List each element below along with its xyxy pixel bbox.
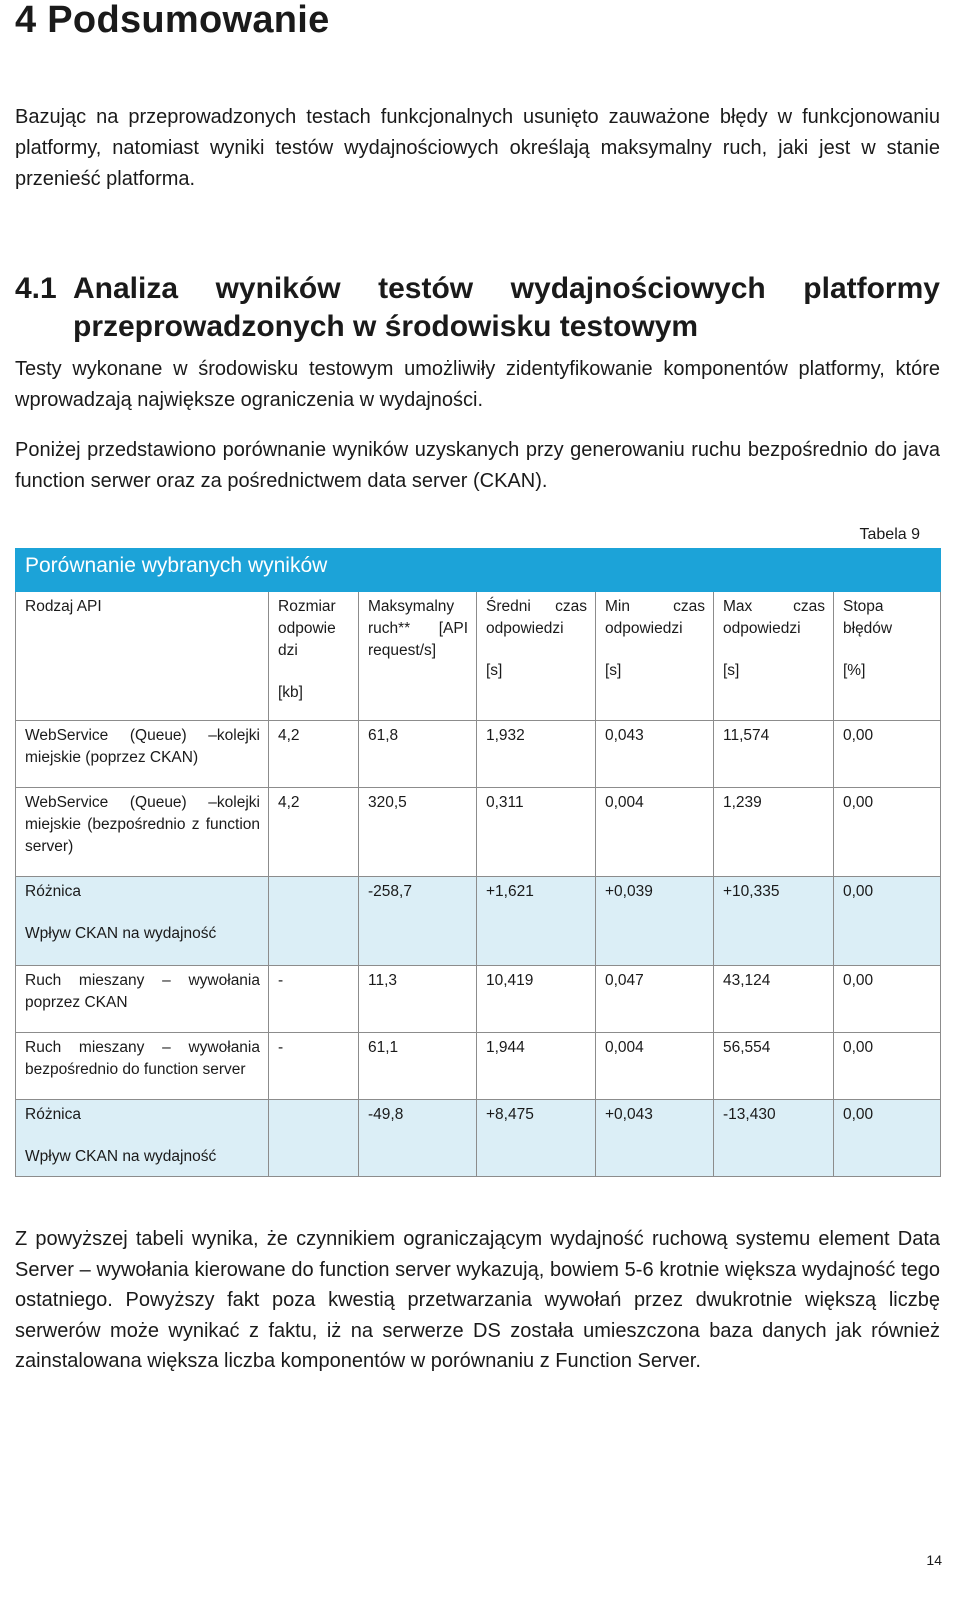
section-title-word: testów (378, 272, 474, 305)
intro-paragraph: Bazując na przeprowadzonych testach funkcjonalnych usunięto zauważone błędy w funkcjonowaniu platformy, natomiast wyniki testów wydajnościowych określają maksymalny ruch, jaki jest w stanie przenieść platforma. (15, 106, 940, 190)
header-cell: Stopa błędów [%] (834, 592, 941, 721)
section-heading (15, 270, 940, 346)
table-row-difference: Różnica Wpływ CKAN na wydajność -49,8 +8,475 +0,043 -13,430 0,00 (16, 1100, 941, 1177)
section-title-word: wyników (215, 272, 341, 305)
header-cell: Rozmiar odpowie dzi [kb] (269, 592, 359, 721)
section-title-first-word: 4.1 Analiza (15, 270, 178, 308)
table-row: WebService (Queue) –kolejki miejskie (bezpośrednio z function server) 4,2 320,5 0,311 0,004 1,239 0,00 (16, 788, 941, 877)
header-cell: Max czas odpowiedzi [s] (714, 592, 834, 721)
table-title: Porównanie wybranych wyników (16, 549, 941, 592)
section-title-word: wydajnościowych (510, 272, 766, 305)
header-cell: Rodzaj API (16, 592, 269, 721)
table-row: Ruch mieszany – wywołania poprzez CKAN - 11,3 10,419 0,047 43,124 0,00 (16, 966, 941, 1033)
page-number: 14 (926, 1552, 942, 1568)
section-title-line2: przeprowadzonych w środowisku testowym (73, 310, 699, 343)
table-header-row (16, 592, 941, 721)
table-row-difference: Różnica Wpływ CKAN na wydajność -258,7 +1,621 +0,039 +10,335 0,00 (16, 877, 941, 966)
conclusion-paragraph: Z powyższej tabeli wynika, że czynnikiem ograniczającym wydajność ruchową systemu element Data Server – wywołania kierowane do function server wykazują, bowiem 5-6 krotnie większa wydajność tego ostatniego. Powyższy fakt poza kwestią przetwarzania wywołań przez dwukrotnie większą liczbę serwerów może wynikać z faktu, iż na serwerze DS została umieszczona baza danych jak również zainstalowana większa liczba komponentów w porównaniu z Function Server. (15, 1228, 940, 1372)
header-cell: Min czas odpowiedzi [s] (596, 592, 714, 721)
table-title-row (16, 549, 941, 592)
section-title-word: platformy (803, 272, 940, 305)
comparison-table (15, 548, 941, 1177)
section-paragraph-1: Testy wykonane w środowisku testowym umożliwiły zidentyfikowanie komponentów platformy, które wprowadzają największe ograniczenia w wydajności. (15, 358, 940, 411)
header-cell: Średni czas odpowiedzi [s] (477, 592, 596, 721)
chapter-heading: 4 Podsumowanie (15, 0, 330, 41)
section-number: 4.1 (15, 272, 57, 305)
section-paragraph-2: Poniżej przedstawiono porównanie wyników uzyskanych przy generowaniu ruchu bezpośrednio do java function serwer oraz za pośrednictwem data server (CKAN). (15, 439, 940, 492)
table-row: Ruch mieszany – wywołania bezpośrednio do function server - 61,1 1,944 0,004 56,554 0,00 (16, 1033, 941, 1100)
header-cell: Maksymalny ruch** [API request/s] (359, 592, 477, 721)
table-caption: Tabela 9 (859, 526, 920, 543)
table-row: WebService (Queue) –kolejki miejskie (poprzez CKAN) 4,2 61,8 1,932 0,043 11,574 0,00 (16, 721, 941, 788)
